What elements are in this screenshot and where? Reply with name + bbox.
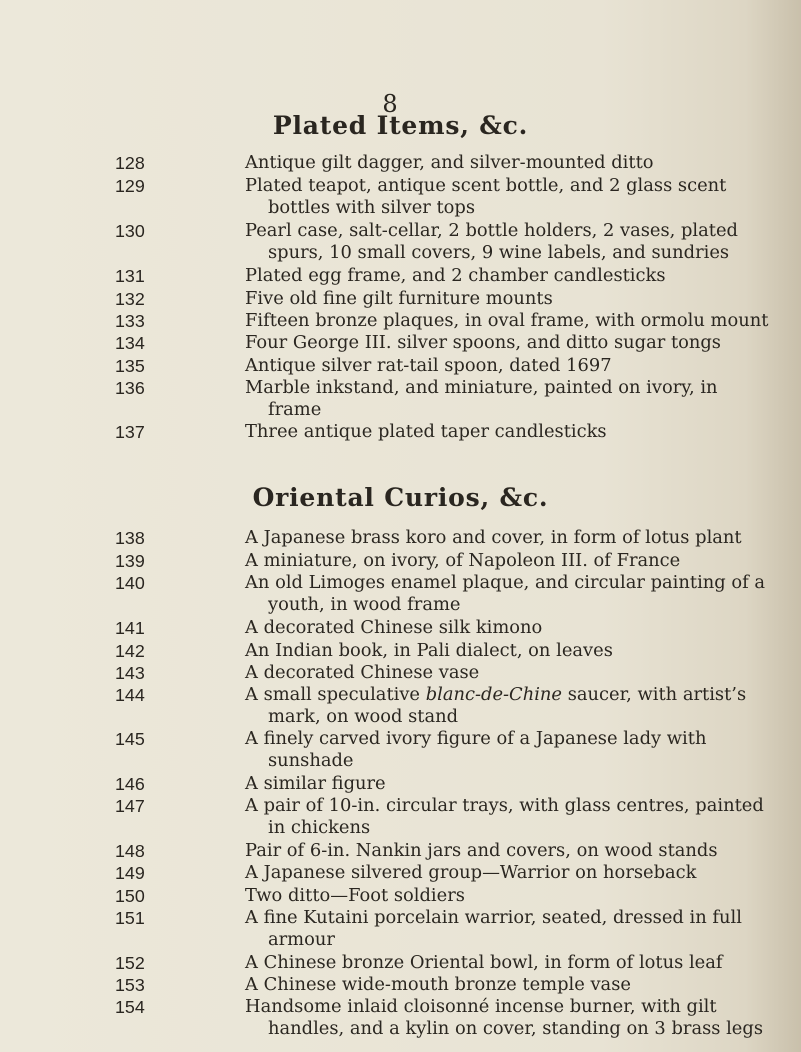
lot-description: A pair of 10-in. circular trays, with glass centres, painted in chickens xyxy=(245,795,764,839)
lot-number: 128 xyxy=(115,153,145,173)
lot-description: A Japanese brass koro and cover, in form of lotus plant xyxy=(245,526,742,548)
lot-number: 147 xyxy=(115,796,145,817)
lot-description: Plated teapot, antique scent bottle, and 2 glass scent bottles with silver tops xyxy=(245,174,727,218)
lot-description: Three antique plated taper candlesticks xyxy=(245,421,607,443)
lot-number: 150 xyxy=(115,886,145,907)
lot-description: Two ditto—Foot soldiers xyxy=(245,885,465,907)
section-heading-plated-items: Plated Items, &c. xyxy=(272,111,529,140)
lot-description: A similar figure xyxy=(245,773,386,795)
lot-description: A decorated Chinese silk kimono xyxy=(245,616,543,638)
lot-number: 131 xyxy=(115,265,145,286)
lot-number: 153 xyxy=(115,975,145,996)
lot-number: 139 xyxy=(115,550,145,571)
lot-description: Marble inkstand, and miniature, painted on ivory, in frame xyxy=(245,376,718,420)
lot-description: A Japanese silvered group—Warrior on horseback xyxy=(245,862,697,884)
lot-description: Pair of 6-in. Nankin jars and covers, on wood stands xyxy=(245,840,718,862)
lot-description: An old Limoges enamel plaque, and circular painting of a youth, in wood frame xyxy=(245,571,766,615)
lot-description: A small speculative blanc-de-Chine saucer, with artist’s mark, on wood stand xyxy=(245,683,747,727)
lot-number: 140 xyxy=(115,572,145,593)
lot-description: A fine Kutaini porcelain warrior, seated, dressed in full armour xyxy=(245,907,742,951)
lot-number: 154 xyxy=(115,997,145,1017)
lot-number: 132 xyxy=(115,288,145,309)
lot-description: Five old fine gilt furniture mounts xyxy=(245,287,553,309)
lot-description: Antique gilt dagger, and silver-mounted ditto xyxy=(245,152,654,173)
lot-number: 146 xyxy=(115,774,145,795)
page-number: 8 xyxy=(382,90,398,118)
lot-description: Antique silver rat-tail spoon, dated 1697 xyxy=(245,354,612,376)
lot-number: 149 xyxy=(115,863,145,884)
lot-number: 135 xyxy=(115,355,145,376)
lot-number: 134 xyxy=(115,332,145,353)
lot-number: 133 xyxy=(115,310,145,331)
lot-description: A Chinese bronze Oriental bowl, in form of lotus leaf xyxy=(245,952,723,974)
lot-description: A finely carved ivory figure of a Japanese lady with sunshade xyxy=(245,728,707,772)
lot-description: Pearl case, salt-cellar, 2 bottle holders, 2 vases, plated spurs, 10 small covers, 9 wine labels, and sundries xyxy=(245,219,738,263)
lot-number: 144 xyxy=(115,684,145,705)
lot-description: Fifteen bronze plaques, in oval frame, with ormolu mount xyxy=(245,309,769,331)
lot-description: An Indian book, in Pali dialect, on leaves xyxy=(245,639,613,661)
lot-number: 141 xyxy=(115,617,145,638)
lot-number: 148 xyxy=(115,841,145,862)
section-heading-oriental-curios: Oriental Curios, &c. xyxy=(252,482,549,512)
lot-number: 138 xyxy=(115,527,145,548)
lot-number: 129 xyxy=(115,175,145,196)
lot-description: Plated egg frame, and 2 chamber candlesticks xyxy=(245,264,666,286)
lot-number: 143 xyxy=(115,662,145,683)
lot-number: 130 xyxy=(115,220,145,241)
lot-description: Four George III. silver spoons, and ditto sugar tongs xyxy=(245,331,721,353)
lot-number: 152 xyxy=(115,953,145,974)
lot-number: 151 xyxy=(115,908,145,929)
lot-number: 137 xyxy=(115,422,145,443)
lot-number: 136 xyxy=(115,377,145,398)
lot-description: Handsome inlaid cloisonné incense burner, with gilt handles, and a kylin on cover, standing on 3 brass legs xyxy=(245,996,763,1039)
lot-description: A decorated Chinese vase xyxy=(245,661,480,683)
lot-description: A Chinese wide-mouth bronze temple vase xyxy=(245,974,631,996)
lot-number: 142 xyxy=(115,640,145,661)
lot-number: 145 xyxy=(115,729,145,750)
lot-description: A miniature, on ivory, of Napoleon III. of France xyxy=(245,549,681,571)
